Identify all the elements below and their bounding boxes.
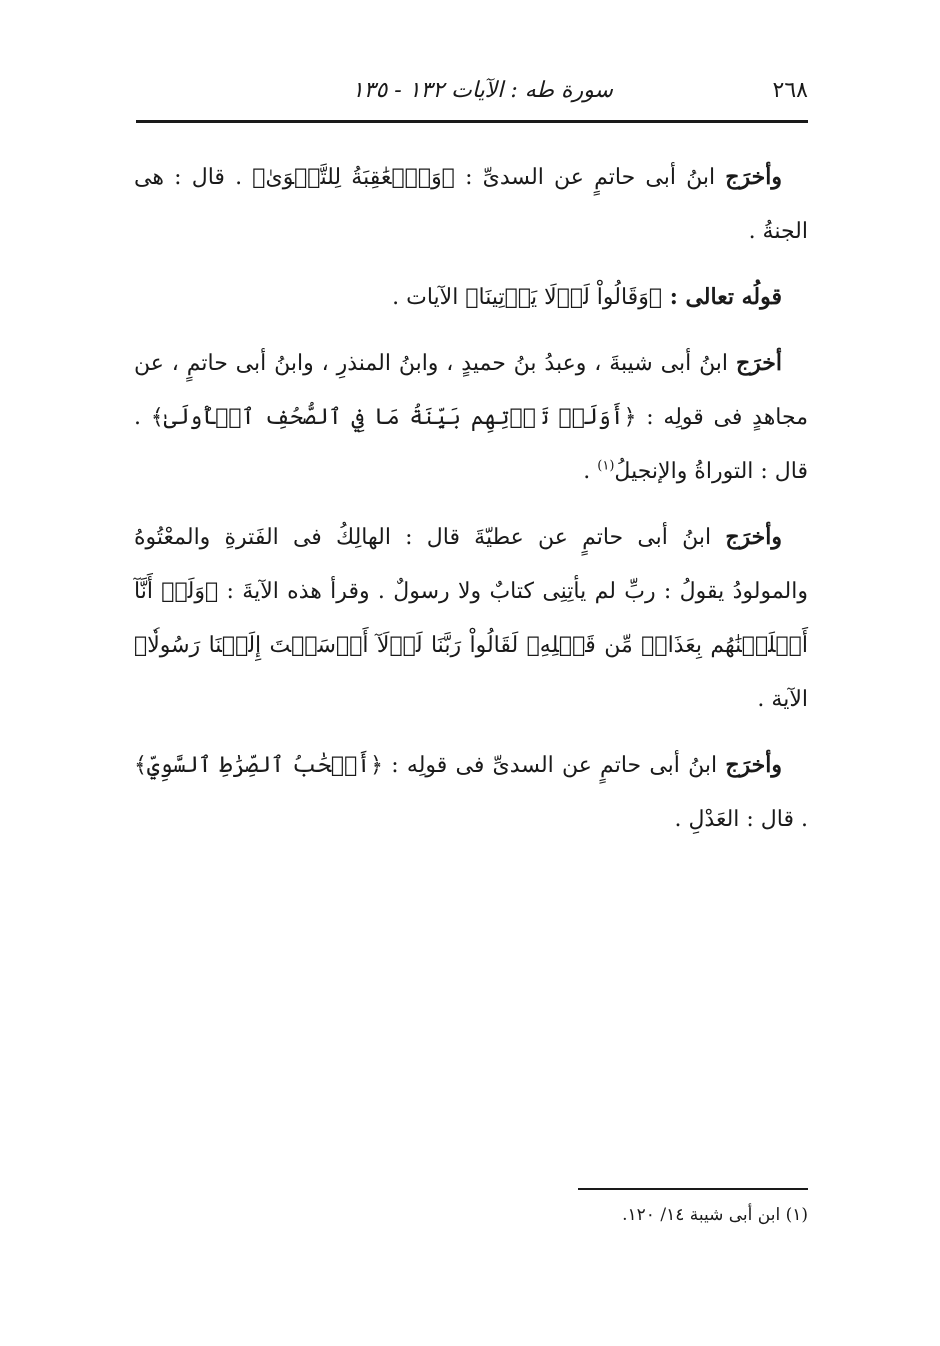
page-header bbox=[136, 78, 808, 112]
paragraph-3 bbox=[134, 336, 808, 499]
page-number: ٢٦٨ bbox=[772, 78, 808, 103]
quran-quote: ﴿وَلَوۡ أَنَّآ أَهۡلَكۡنَٰهُم بِعَذَابٖ مِّن قَبۡلِهِۦ لَقَالُواْ رَبَّنَا لَوۡلَآ أَرۡسَلۡتَ إِلَيۡنَا رَسُولٗا﴾ bbox=[134, 579, 808, 658]
paragraph-tail: . قال : العَدْلِ . bbox=[674, 807, 808, 832]
running-title: سورة طه : الآيات ١٣٢ - ١٣٥ bbox=[351, 78, 613, 103]
paragraph-text: ابنُ أبى حاتمٍ عن السدىِّ : bbox=[454, 165, 726, 190]
paragraph-lead: وأخرَج bbox=[725, 164, 782, 190]
quran-quote: ﴿وَقَالُواْ لَوۡلَا يَأۡتِينَا﴾ bbox=[465, 285, 663, 310]
body-text bbox=[134, 150, 808, 858]
paragraph-1 bbox=[134, 150, 808, 259]
footnote: (١) ابن أبى شيبة ١٤/ ١٢٠. bbox=[622, 1205, 808, 1225]
paragraph-tail: . قال : هى الجنةُ . bbox=[134, 165, 808, 244]
paragraph-4 bbox=[134, 510, 808, 727]
paragraph-tail: الآية . bbox=[757, 687, 808, 712]
quran-quote: ﴿وَٱلۡعَٰقِبَةُ لِلتَّقۡوَىٰ﴾ bbox=[252, 165, 455, 190]
paragraph-5 bbox=[134, 738, 808, 847]
paragraph-text: ابنُ أبى حاتمٍ عن السدىِّ فى قولِه : bbox=[383, 753, 726, 778]
quran-quote: ﴿أَوَلَمۡ تَأۡتِهِم بَيِّنَةُ مَا فِي ٱلصُّحُفِ ٱلۡأُولَىٰ﴾ bbox=[150, 405, 637, 430]
paragraph-lead: وأخرَج bbox=[725, 752, 782, 778]
paragraph-lead: أخرَج bbox=[735, 350, 782, 376]
paragraph-tail: . قال : التوراةُ والإنجيلُ bbox=[134, 405, 808, 484]
paragraph-text: ابنُ أبى حاتمٍ عن عطيّةَ قال : الهالِكُ فى الفَترةِ والمعْتُوهُ والمولودُ يقولُ : ربِّ لم يأتِنِى كتابٌ ولا رسولٌ . وقرأ هذه الآيةَ : bbox=[134, 525, 808, 604]
paragraph-tail: الآيات . bbox=[392, 285, 466, 310]
paragraph-2 bbox=[134, 270, 808, 325]
paragraph-text: ابنُ أبى شيبةَ ، وعبدُ بنُ حميدٍ ، وابنُ المنذرِ ، وابنُ أبى حاتمٍ ، عن مجاهدٍ فى قولِه : bbox=[134, 351, 808, 430]
paragraph-lead: قولُه تعالى : bbox=[662, 284, 782, 310]
paragraph-tail-end: . bbox=[583, 459, 598, 484]
footnote-rule bbox=[578, 1188, 808, 1190]
paragraph-lead: وأخرَج bbox=[725, 524, 782, 550]
footnote-ref: (١) bbox=[597, 458, 615, 474]
header-rule bbox=[136, 120, 808, 123]
quran-quote: ﴿أَصۡحَٰبُ ٱلصِّرَٰطِ ٱلسَّوِيِّ﴾ bbox=[134, 753, 384, 778]
